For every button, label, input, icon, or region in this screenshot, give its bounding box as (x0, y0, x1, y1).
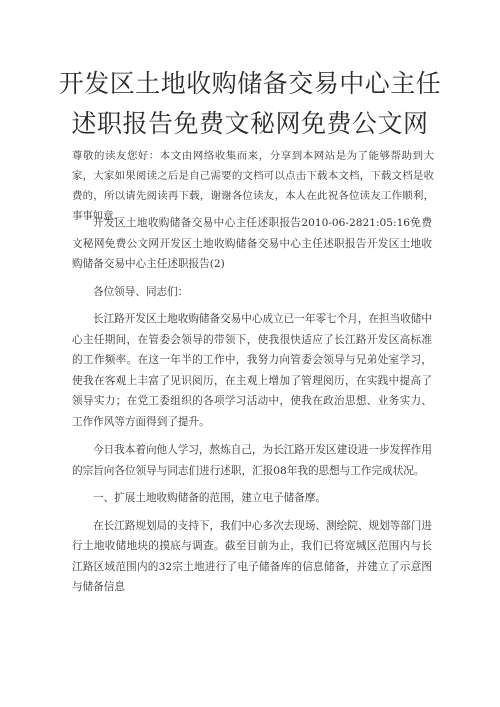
document-body (72, 213, 432, 598)
document-title-line-2: 述职报告免费文秘网免费公文网 (71, 109, 429, 138)
body-paragraph: 长江路开发区土地收购储备交易中心成立已一年零七个月，在担当收储中心主任期间，在管委会领导的带领下，使我很快适应了长江路开发区高标准的工作频率。在这一年半的工作中，我努力向管委会领导与兄弟处室学习，使我在客观上丰富了见识阅历，在主观上增加了管理阅历，在实践中提高了领导实力；在党工委组织的各项学习活动中，使我在政治思想、业务实力、工作作风等方面得到了提升。 (72, 313, 432, 428)
body-paragraph: 今日我本着向他人学习，熬炼自己，为长江路开发区建设进一步发挥作用的宗旨向各位领导与同志们进行述职，汇报08年我的思想与工作完成状况。 (72, 444, 432, 477)
section-heading: 一、扩展土地收购储备的范围，建立电子储备摩。 (93, 492, 327, 504)
reader-notice: 尊敬的读友您好：本文由网络收集而来，分享到本网站是为了能够帮助到大家，大家如果阅读之后是自己需要的文档可以点击下载本文档，下载文档是收费的，所以请先阅读再下载，谢谢各位读友，本人在此祝各位读友工作顺利，事事如意. (72, 150, 434, 222)
document-title-line-1: 开发区土地收购储备交易中心主任 (58, 69, 442, 98)
body-paragraph: 开发区土地收购储备交易中心主任述职报告2010-06-2821:05:16免费文秘网免费公文网开发区土地收购储备交易中心主任述职报告开发区土地收购储备交易中心主任述职报告(2) (72, 217, 432, 270)
body-paragraph: 在长江路规划局的支持下，我们中心多次去现场、测绘院、规划等部门进行土地收储地块的摸底与调查。截至目前为止，我们已将宽城区范围内与长江路区域范围内的32宗土地进行了电子储备库的信息储备，并建立了示意图与储备信息 (72, 519, 432, 593)
salutation: 各位领导、同志们： (93, 285, 189, 298)
